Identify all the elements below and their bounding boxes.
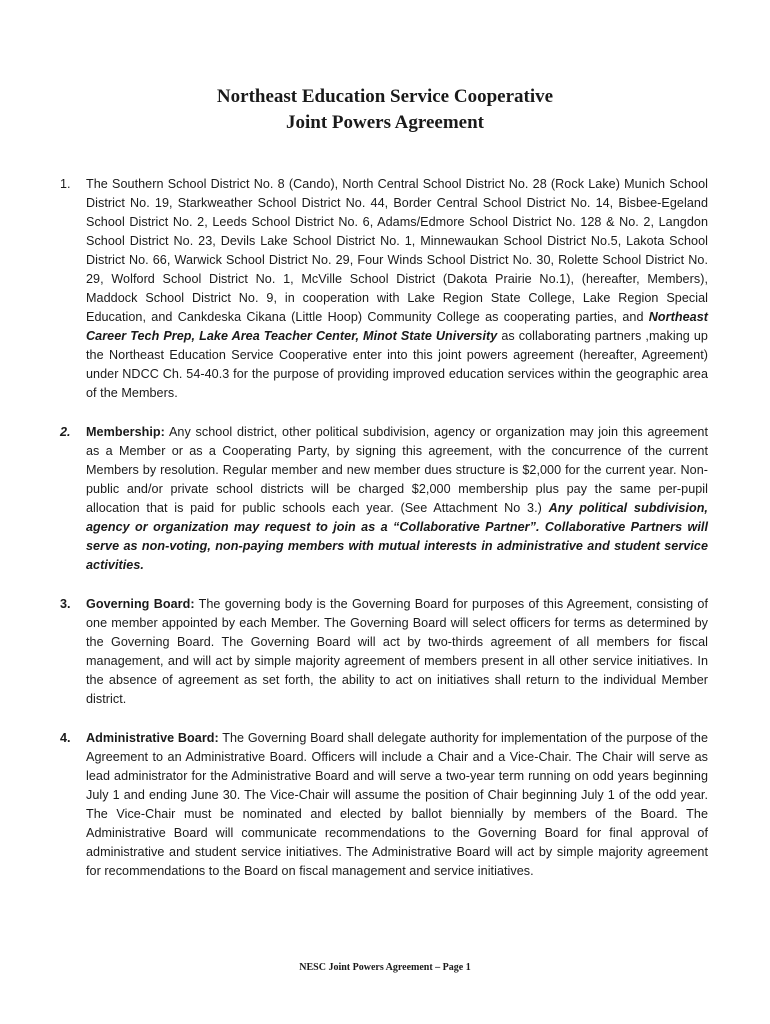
title-line-1: Northeast Education Service Cooperative [216,86,554,107]
numbered-sections [0,175,770,901]
section-text: The Governing Board shall delegate authority for implementation of the purpose of the Agreement to an Administrative Board. Officers will include a Chair and a Vice-Chair. The Chair will serve as lead administrator for the Administrative Board and will serve a two-year term running on odd years beginning July 1 and ending June 30. The Vice-Chair will assume the position of Chair beginning July 1 of the odd year. The Vice-Chair must be nominated and elected by ballot biennially by members of the Board. The Administrative Board will communicate recommendations to the Governing Board for final approval of administrative and student service initiatives. The Administrative Board will act by simple majority agreement for recommendations to the Board on fiscal management and service initiatives. [86,731,709,878]
section-number: 4. [60,731,71,745]
section-heading: Administrative Board: [86,731,219,745]
section-number: 1. [60,177,71,191]
section-heading: Membership: [86,425,165,439]
title-line-2: Joint Powers Agreement [285,112,485,133]
section-number: 2. [60,425,71,439]
section-text: The Southern School District No. 8 (Cando), North Central School District No. 28 (Rock Lake) Munich School District No. 19, Starkweather School District No. 44, Border Central School District No. 14, Bisbee-Egeland School District No. 2, Leeds School District No. 6, Adams/Edmore School District No. 128 & No. 2, Langdon School District No. 23, Devils Lake School District No. 1, Minnewaukan School District No.5, Lakota School District No. 66, Warwick School District No. 29, Four Winds School District No. 30, Rolette School District No. 29, Wolford School District No. 1, McVille School District (Dakota Prairie No.1), (hereafter, Members), Maddock School District No. 9, in cooperation with Lake Region State College, Lake Region Special Education, and Cankdeska Cikana (Little Hoop) Community College as cooperating parties, and [86,177,708,324]
section-3-governing-board [0,595,770,709]
page-footer: NESC Joint Powers Agreement – Page 1 [299,962,471,973]
section-body [86,423,708,575]
section-text: The governing body is the Governing Board for purposes of this Agreement, consisting of one member appointed by each Member. The Governing Board will select officers for terms as determined by the Governing Board. The Governing Board will act by two-thirds agreement of all members for fiscal management, and will act by simple majority agreement of members present in all other service initiatives. In the absence of agreement as set forth, the ability to act on initiatives shall return to the individual Member district. [86,597,708,706]
section-heading: Governing Board: [86,597,195,611]
collaborative-partner-text: Any political subdivision, agency or organization may request to join as a “Collaborative Partner”. Collaborative Partners will serve as non-voting, non-paying members with mutual interests in administrative and student service activities. [86,501,708,572]
section-body [86,175,708,403]
section-text-continued: as collaborating partners ,making up the Northeast Education Service Cooperative enter into this joint powers agreement (hereafter, Agreement) under NDCC Ch. 54-40.3 for the purpose of providing improved education services within the geographic area of the Members. [86,329,708,400]
section-body [86,595,708,709]
section-body [86,729,708,881]
section-1 [0,175,770,403]
section-2-membership [0,423,770,575]
document-title [0,84,770,136]
collaborating-partners-text: Northeast Career Tech Prep, Lake Area Teacher Center, Minot State University [86,310,708,343]
section-4-administrative-board [0,729,770,881]
section-number: 3. [60,597,71,611]
section-text: Any school district, other political subdivision, agency or organization may join this agreement as a Member or as a Cooperating Party, by signing this agreement, with the concurrence of the current Members by resolution. Regular member and new member dues structure is $2,000 for the current year. Non-public and/or private school districts will be charged $2,000 membership plus pay the same per-pupil allocation that is paid for public schools each year. (See Attachment No 3.) [86,425,708,515]
